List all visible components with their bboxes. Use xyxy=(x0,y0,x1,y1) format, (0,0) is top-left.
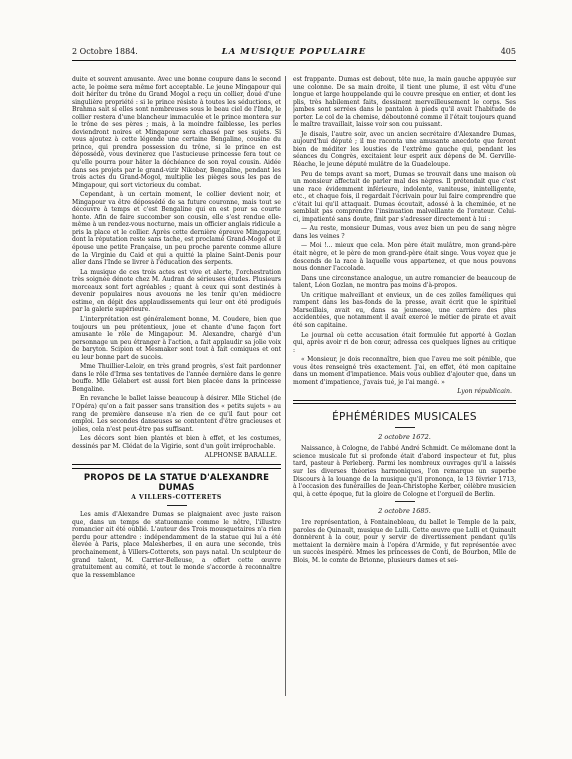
article-source: Lyon républicain. xyxy=(457,388,512,396)
entry-date: 2 octobre 1672. xyxy=(378,433,431,442)
section-title: PROPOS DE LA STATUE D'ALEXANDRE DUMAS xyxy=(83,473,270,494)
paragraph: En revanche le ballet laisse beaucoup à désirer. Mlle Stichel (de l'Opéra) qu'on a fait passer sans transition des « petits sujets » au rang de première danseuse n'a rien de ce qu'il faut pour cet emploi. Les secondes danseuses se contentent d'être gracieuses et jolies, cela n'est peut-être pas suffisant. xyxy=(72,395,281,433)
paragraph: Dans une circonstance analogue, un autre romancier de beaucoup de talent, Léon Gozlan, ne montra pas moins d'à-propos. xyxy=(293,274,516,290)
right-column xyxy=(293,76,516,744)
small-divider xyxy=(167,505,187,506)
section-rule xyxy=(293,400,516,404)
entry-text: Naissance, à Cologne, de l'abbé André Schmidt. Ce mélomane dont la science musicale fut si profonde était d'abord inspecteur et fut, plus tard, pasteur à Perleberg. Parmi les nombreux ouvrages qu'il a laissés sur les diverses théories harmoniques, l'on remarque un superbe Discours à la louange de la musique qu'il prononça, le 13 février 1713, à l'occasion des funérailles de Jean-Christophe Kerber, célèbre musicien qui, à cette époque, fut la gloire de Cologne et l'orgueil de Berlin. xyxy=(293,445,516,498)
entry-text: 1re représentation, à Fontainebleau, du ballet le Temple de la paix, paroles de Quinault, musique de Lulli. Cette œuvre que Lulli et Quinault donnèrent à la cour, pour y servir de divertissement pendant qu'ils mettaient la dernière main à l'opéra d'Armide, y fut représentée avec un succès inespéré. Mmes les princesses de Conti, de Bourbon, Mlle de Blois, M. le comte de Brionne, plusieurs dames et sei- xyxy=(293,519,516,564)
header-title: LA MUSIQUE POPULAIRE xyxy=(221,47,367,57)
ephemerides-title: ÉPHÉMÉRIDES MUSICALES xyxy=(332,411,477,424)
paragraph: est frappante. Dumas est debout, tête nue, la main gauche appuyée sur une colonne. De sa main droite, il tient une plume, il est vêtu d'une longue et large houppelande qui le couvre presque en entier, et dont les plis, très habilement faits, dessinent merveilleusement le corps. Ses jambes sont serrées dans le pantalon à pieds qu'il avait l'habitude de porter. Le col de la chemise, déboutonné comme il l'était toujours quand le maître travaillait, laisse voir son cou puissant. xyxy=(293,76,516,129)
paragraph: Je disais, l'autre soir, avec un ancien secrétaire d'Alexandre Dumas, aujourd'hui député ; il me raconta une amusante anecdote que feront bien de méditer les lousties de l'extrême gauche qui, pendant les séances du Congrès, excitaient leur esprit aux dépens de M. Gerville-Réache, le jeune député mulâtre de la Guadeloupe. xyxy=(293,130,516,169)
small-divider xyxy=(395,427,415,428)
left-column xyxy=(72,76,281,744)
page-header xyxy=(72,44,516,61)
paragraph: — Moi !... mieux que cela. Mon père était mulâtre, mon grand-père était nègre, et le père de mon grand-père était singe. Vous voyez que je descends de la race à laquelle vous appartenez, et que nous pouvons nous donner l'accolade. xyxy=(293,242,516,273)
page-number: 405 xyxy=(500,47,516,56)
paragraph: L'interprétation est généralement bonne, M. Coudere, bien que toujours un peu prétentieux, joue et chante d'une façon fort amusante le rôle de Mingapour. M. Alexandre, chargé d'un personnage un peu étranger à l'action, a fait applaudir sa jolie voix de baryton. Scipion et Mesmaker sont tout à fait comiques et ont eu leur bonne part de succès. xyxy=(72,315,281,361)
paragraph: Cependant, à un certain moment, le collier devient noir, et Mingapour va être dépossédé de sa future couronne, mais tout se découvre à temps et c'est Bengaline qui en est pour sa courte honte. Afin de faire succomber son cousin, elle s'est rendue elle-même à un rendez-vous nocturne, mais un officier anglais ridicule a pris la place et le collier. Après cette dernière épreuve Mingapour, dont la réputation reste sans tache, est proclamé Grand-Mogol et il épouse une petite Française, un peu proche parente comme allure de la Virginie du Caid et qui a quitté la plaine Saint-Denis pour aller dans l'Inde se livrer à l'éducation des serpents. xyxy=(72,191,281,267)
paragraph: Mme Thuillier-Leloir, en très grand progrès, s'est fait pardonner dans le rôle d'Irma ses tentatives de l'année dernière dans le genre bouffe. Mlle Gélabert est aussi fort bien placée dans la princesse Bengaline. xyxy=(72,363,281,393)
paragraph: Peu de temps avant sa mort, Dumas se trouvait dans une maison où un monsieur affectait de parler mal des nègres. Il prétendait que c'est une race évidemment inférieure, indolente, vaniteuse, inintelligente, etc., et chaque fois, il regardait l'écrivain pour lui faire comprendre que c'était lui qu'il attaquait. Dumas écoutait, adossé à la cheminée, et ne semblait pas comprendre l'insinuation malveillante de l'orateur. Celui-ci, impatienté sans doute, finit par s'adresser directement à lui : xyxy=(293,170,516,223)
paragraph: Le journal où cette accusation était formulée fut apporté à Gozlan qui, après avoir ri de bon cœur, adressa ces quelques lignes au critique : xyxy=(293,331,516,354)
small-divider xyxy=(395,501,415,502)
paragraph: Un critique malveillant et envieux, un de ces zoïles faméliques qui rampent dans les bas-fonds de la presse, avait écrit que le spirituel Marseillais, avait eu, dans sa jeunesse, une carrière des plus accidentées, que notamment il avait exercé le métier de pirate et avait été son capitaine. xyxy=(293,291,516,329)
header-date: 2 Octobre 1884. xyxy=(72,47,138,56)
paragraph: — Au reste, monsieur Dumas, vous avez bien un peu de sang nègre dans les veines ? xyxy=(293,225,516,240)
paragraph: La musique de ces trois actes est vive et alerte, l'orchestration très soignée dénote chez M. Audran de sérieuses études. Plusieurs morceaux sont fort agréables ; quant à ceux qui sont destinés à devenir populaires nous avouons ne les tenir qu'en médiocre estime, en dépit des applaudissements qui leur ont été prodigués par la galerie supérieure. xyxy=(72,268,281,314)
column-divider xyxy=(285,76,286,696)
paragraph: Les décors sont bien plantés et bien à effet, et les costumes, dessinés par M. Clédat de la Vigirie, sont d'un goût irréprochable. xyxy=(72,435,281,450)
article-signature: ALPHONSE BARALLE. xyxy=(204,452,277,460)
paragraph: duite et souvent amusante. Avec une bonne coupure dans le second acte, le poème sera même fort acceptable. Le jeune Mingapour qui doit hériter du trône du Grand Mogol a reçu un collier, doué d'une singulière propriété : si le prince résiste à toutes les séductions, et Brahma sait si elles sont nombreuses sous le beau ciel de l'Inde, le collier restera d'une blancheur immaculée et le prince montera sur le trône de ses pères ; mais, à la moindre faiblesse, les perles deviendront noires et Mingapour sera chassé par ses sujets. Si vous ajoutez à cette légende une certaine Bengaline, cousine du prince, qui prendra possession du trône, si le prince en est dépossédé, vous devinerez que l'astucieuse princesse fera tout ce qu'elle pourra pour hâter la déchéance de son royal cousin. Aidée dans ses projets par le grand-vizir Nikobar, Bengaline, pendant les trois actes du Grand-Mogol, multiplie les pièges sous les pas de Mingapour, qui sort victorieux du combat. xyxy=(72,76,281,189)
section-subtitle: A VILLERS-COTTERETS xyxy=(131,494,222,502)
paragraph: Les amis d'Alexandre Dumas se plaignaient avec juste raison que, dans un temps de statuomanie comme le nôtre, l'illustre romancier ait été oublié. L'auteur des Trois mousquetaires n'a rien perdu pour attendre : indépendamment de la statue qui lui a été élevée à Paris, place Malesherbes, il en aura une seconde, très prochainement, à Villers-Cotterets, son pays natal. Un sculpteur de grand talent, M. Carrier-Belleuse, a offert cette œuvre gratuitement au comité, et tout le monde s'accorde à reconnaître que la ressemblance xyxy=(72,511,281,579)
section-rule xyxy=(72,464,281,469)
entry-date: 2 octobre 1685. xyxy=(378,507,431,516)
paragraph: « Monsieur, je dois reconnaître, bien que l'aveu me soit pénible, que vous êtes renseigné très exactement. J'ai, en effet, été mon capitaine dans un moment d'impatience. Mais vous oubliez d'ajouter que, dans un moment d'impatience, j'avais tué, je l'ai mangé. » xyxy=(293,356,516,386)
